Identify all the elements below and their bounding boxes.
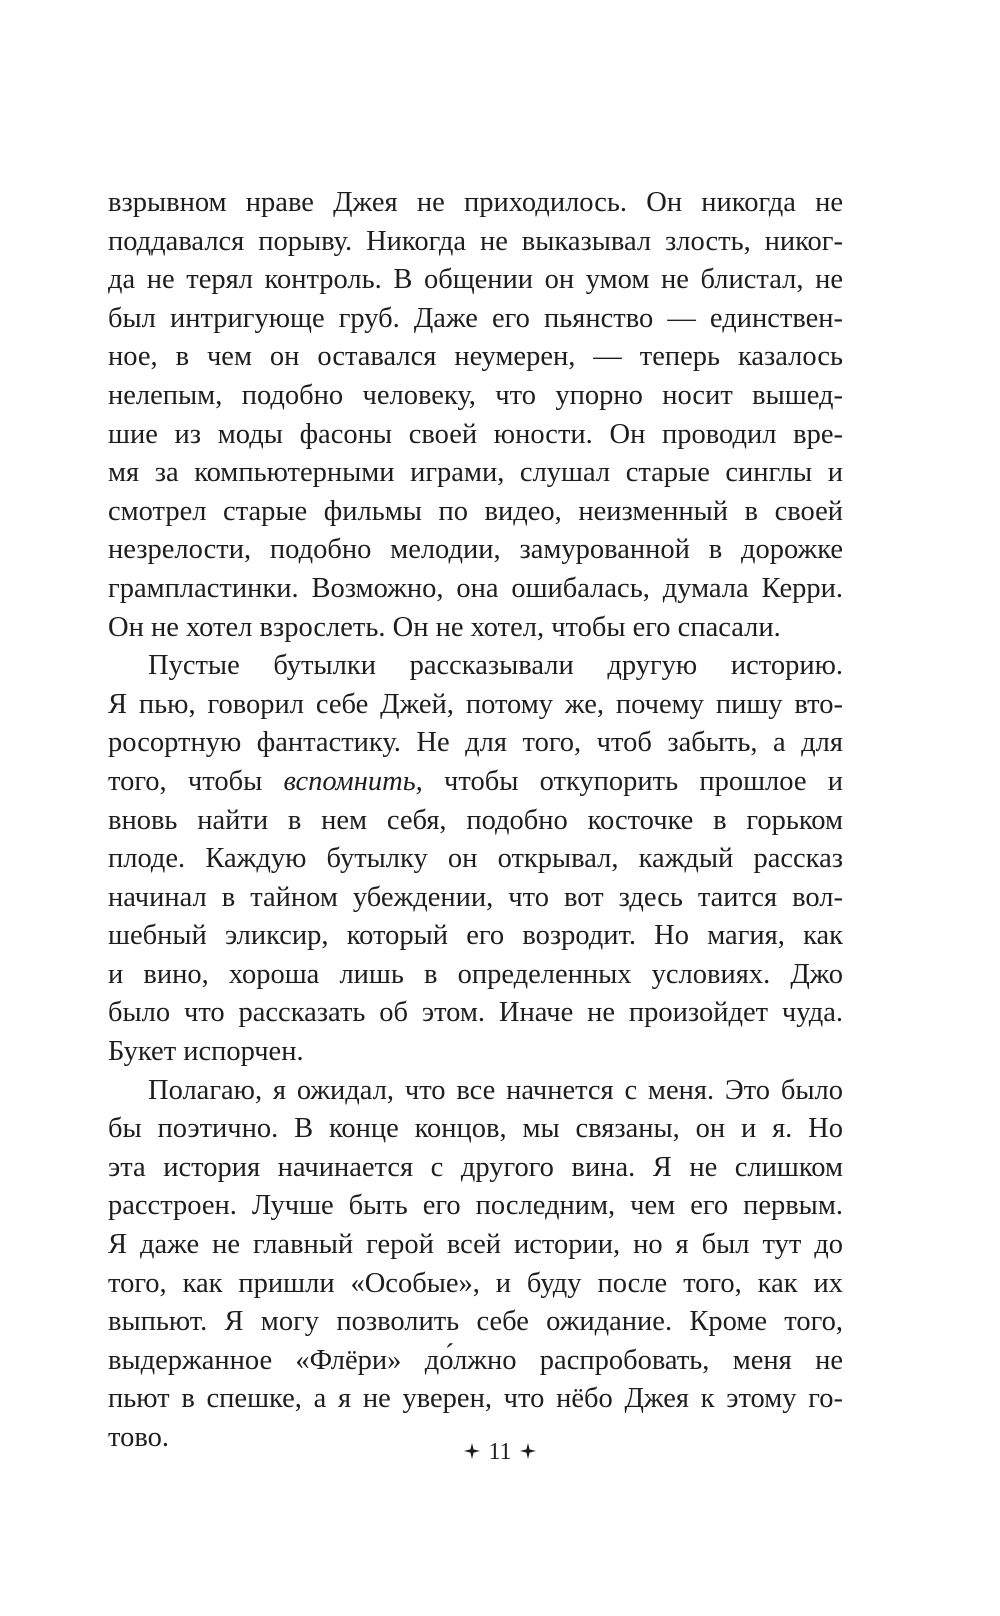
italic-text: вспомнить, xyxy=(283,765,423,797)
four-point-star-icon xyxy=(464,1443,480,1459)
text-segment: Я пью, говорил себе Джей, потому же, почему пишу вто- xyxy=(108,688,843,720)
text-line xyxy=(108,840,843,879)
text-segment: Букет испорчен. xyxy=(108,1036,304,1068)
text-segment: плоде. Каждую бутылку он открывал, каждый рассказ xyxy=(108,843,843,875)
page-number: 11 xyxy=(488,1439,512,1465)
text-segment: смотрел старые фильмы по видео, неизменный в своей xyxy=(108,495,843,527)
text-segment: начинал в тайном убеждении, что вот здесь таится вол- xyxy=(108,881,843,913)
text-segment: нелепым, подобно человеку, что упорно носит вышед- xyxy=(108,379,843,411)
text-segment: вновь найти в нем себя, подобно косточке в горьком xyxy=(108,804,843,836)
text-line xyxy=(108,338,843,377)
text-line xyxy=(108,879,843,918)
text-line xyxy=(108,956,843,995)
text-line xyxy=(108,1110,843,1149)
text-segment: того, как пришли «Особые», и буду после того, как их xyxy=(108,1267,843,1299)
text-line xyxy=(108,531,843,570)
text-segment: был интригующе груб. Даже его пьянство — единствен- xyxy=(108,302,843,334)
text-line xyxy=(108,1342,843,1381)
text-segment: росортную фантастику. Не для того, чтоб забыть, а для xyxy=(108,727,843,759)
text-line xyxy=(108,416,843,455)
text-line xyxy=(108,184,843,223)
text-line xyxy=(108,917,843,956)
text-segment: незрелости, подобно мелодии, замурованной в дорожке xyxy=(108,534,843,566)
text-line xyxy=(108,1033,843,1072)
text-segment: мя за компьютерными играми, слушал старые синглы и xyxy=(108,457,843,489)
text-segment: да не терял контроль. В общении он умом не блистал, не xyxy=(108,264,843,296)
text-line xyxy=(108,261,843,300)
text-line xyxy=(108,802,843,841)
four-point-star-icon xyxy=(520,1443,536,1459)
text-segment: было что рассказать об этом. Иначе не произойдет чуда. xyxy=(108,997,843,1029)
text-segment: Он не хотел взрослеть. Он не хотел, чтобы его спасали. xyxy=(108,611,781,643)
text-line xyxy=(108,647,843,686)
text-segment: и вино, хороша лишь в определенных условиях. Джо xyxy=(108,958,843,990)
text-segment: шие из моды фасоны своей юности. Он проводил вре- xyxy=(108,418,843,450)
text-segment: чтобы откупорить прошлое и xyxy=(422,765,843,797)
text-segment: пьют в спешке, а я не уверен, что нёбо Джея к этому го- xyxy=(108,1383,843,1415)
text-line xyxy=(108,223,843,262)
text-line xyxy=(108,763,843,802)
text-line xyxy=(108,724,843,763)
text-segment: выдержанное «Флёри» до́лжно распробовать, меня не xyxy=(108,1344,843,1376)
text-line xyxy=(108,686,843,725)
text-line xyxy=(108,994,843,1033)
text-segment: выпьют. Я могу позволить себе ожидание. Кроме того, xyxy=(108,1306,843,1338)
text-line xyxy=(108,377,843,416)
text-segment: шебный эликсир, который его возродит. Но магия, как xyxy=(108,920,843,952)
text-line xyxy=(108,1380,843,1419)
text-segment: Я даже не главный герой всей истории, но я был тут до xyxy=(108,1229,843,1261)
text-line xyxy=(108,1226,843,1265)
text-line xyxy=(108,609,843,648)
page-number-footer xyxy=(0,1437,1000,1467)
text-line xyxy=(108,570,843,609)
text-line xyxy=(108,493,843,532)
text-segment: тово. xyxy=(108,1422,169,1453)
text-line xyxy=(108,300,843,339)
page-text xyxy=(108,184,843,1458)
text-segment: Полагаю, я ожидал, что все начнется с меня. Это было xyxy=(148,1074,843,1106)
text-segment: того, чтобы xyxy=(108,765,284,797)
text-segment: взрывном нраве Джея не приходилось. Он никогда не xyxy=(108,187,843,218)
text-line xyxy=(108,1303,843,1342)
text-segment: расстроен. Лучше быть его последним, чем его первым. xyxy=(108,1190,843,1222)
text-line xyxy=(108,1187,843,1226)
text-segment: поддавался порыву. Никогда не выказывал злость, никог- xyxy=(108,225,843,257)
text-line xyxy=(108,1072,843,1111)
text-segment: ное, в чем он оставался неумерен, — теперь казалось xyxy=(108,341,843,373)
text-segment: грампластинки. Возможно, она ошибалась, думала Керри. xyxy=(108,572,843,604)
text-segment: бы поэтично. В конце концов, мы связаны, он и я. Но xyxy=(108,1113,843,1145)
text-line xyxy=(108,1265,843,1304)
text-line xyxy=(108,1149,843,1188)
text-segment: эта история начинается с другого вина. Я не слишком xyxy=(108,1151,843,1183)
text-line xyxy=(108,454,843,493)
text-segment: Пустые бутылки рассказывали другую историю. xyxy=(148,650,843,682)
